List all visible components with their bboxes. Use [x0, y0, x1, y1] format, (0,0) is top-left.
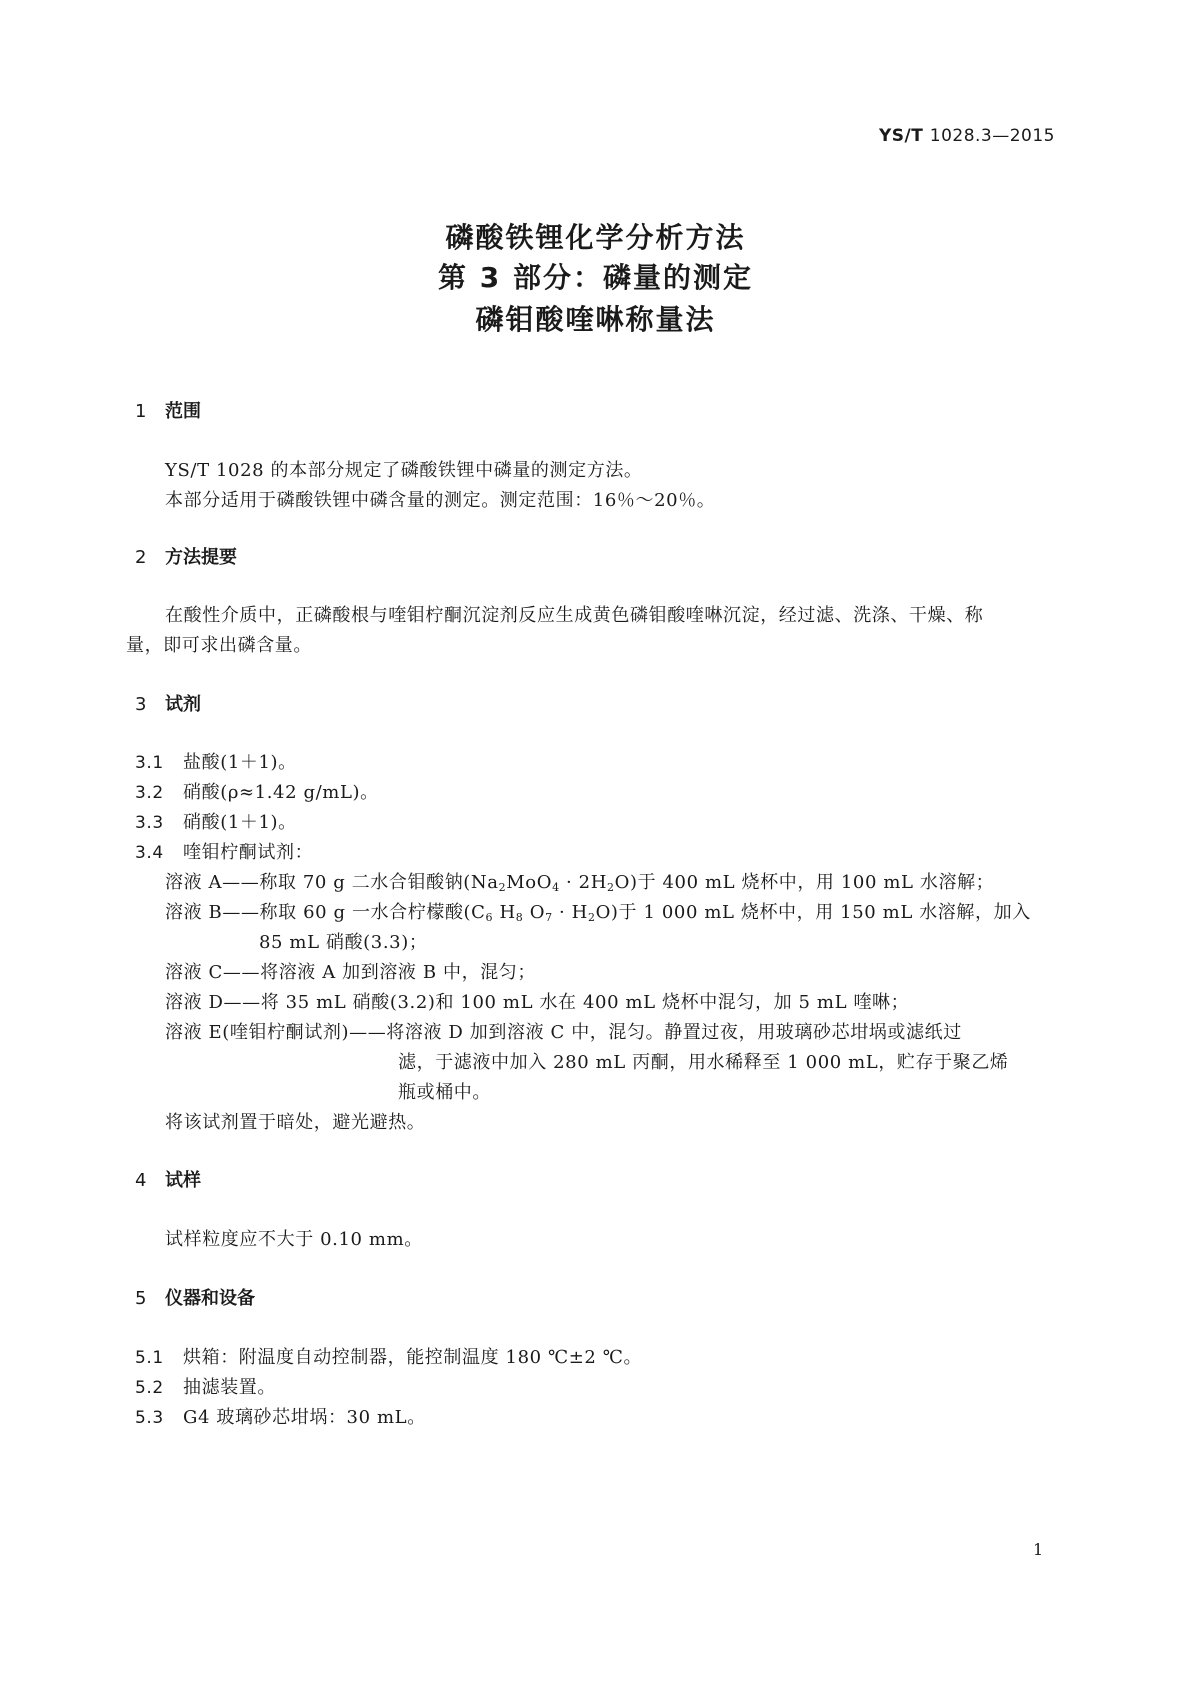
solution-d: 溶液 D——将 35 mL 硝酸(3.2)和 100 mL 水在 400 mL 烧杯中混匀，加 5 mL 喹啉； — [165, 992, 910, 1013]
document-title-line2: 第 3 部分：磷量的测定 — [438, 261, 753, 294]
reagent-storage-note: 将该试剂置于暗处，避光避热。 — [165, 1112, 426, 1133]
section-1-paragraph-2: 本部分适用于磷酸铁锂中磷含量的测定。测定范围：16％～20％。 — [165, 490, 716, 511]
apparatus-5-2 — [135, 1373, 276, 1399]
item-text: 硝酸(1＋1)。 — [183, 812, 297, 833]
item-number: 5.1 — [135, 1348, 164, 1368]
standard-code — [879, 126, 1055, 146]
document-title-line1: 磷酸铁锂化学分析方法 — [445, 221, 746, 254]
section-title: 范围 — [165, 401, 201, 422]
solution-b: 溶液 B——称取 60 g 一水合柠檬酸($C_6$ $H_8$ $O_7 \cdot H_2O$)于 1 000 mL 烧杯中，用 150 mL 水溶解，加入 — [165, 902, 1031, 924]
apparatus-5-3 — [135, 1403, 426, 1429]
standard-prefix: YS/T — [878, 126, 924, 146]
section-1-paragraph-1: YS/T 1028 的本部分规定了磷酸铁锂中磷量的测定方法。 — [165, 460, 643, 481]
solution-e-cont-2: 瓶或桶中。 — [398, 1082, 491, 1103]
reagent-3-3 — [135, 808, 297, 834]
section-5-heading — [135, 1284, 255, 1310]
solution-a: 溶液 A——称取 70 g 二水合钼酸钠$(Na_2MoO_4 \cdot 2H_2O)$于 400 mL 烧杯中，用 100 mL 水溶解； — [165, 872, 995, 894]
item-text: 喹钼柠酮试剂： — [183, 842, 314, 863]
section-number: 1 — [135, 401, 147, 422]
item-text: G4 玻璃砂芯坩埚：30 mL。 — [183, 1407, 426, 1428]
solution-b-cont: 85 mL 硝酸(3.3)； — [259, 932, 428, 953]
item-number: 3.3 — [135, 813, 164, 833]
section-3-heading — [135, 690, 201, 716]
item-number: 3.1 — [135, 753, 164, 773]
section-4-heading — [135, 1166, 201, 1192]
solution-c: 溶液 C——将溶液 A 加到溶液 B 中，混匀； — [165, 962, 537, 983]
item-text: 盐酸(1＋1)。 — [183, 752, 297, 773]
document-title-line3: 磷钼酸喹啉称量法 — [475, 303, 716, 336]
section-number: 3 — [135, 694, 147, 715]
section-2-paragraph: 在酸性介质中，正磷酸根与喹钼柠酮沉淀剂反应生成黄色磷钼酸喹啉沉淀，经过滤、洗涤、干燥、称 — [165, 605, 984, 626]
item-text: 抽滤装置。 — [183, 1377, 276, 1398]
item-number: 5.2 — [135, 1378, 164, 1398]
section-number: 5 — [135, 1288, 147, 1309]
item-number: 3.2 — [135, 783, 164, 803]
standard-number: 1028.3—2015 — [929, 126, 1055, 146]
section-1-heading — [135, 397, 201, 423]
section-title: 仪器和设备 — [165, 1288, 255, 1309]
solution-e: 溶液 E(喹钼柠酮试剂)——将溶液 D 加到溶液 C 中，混匀。静置过夜，用玻璃砂芯坩埚或滤纸过 — [165, 1022, 962, 1043]
section-number: 4 — [135, 1170, 147, 1191]
item-text: 烘箱：附温度自动控制器，能控制温度 180 ℃±2 ℃。 — [183, 1347, 643, 1368]
section-title: 试样 — [165, 1170, 201, 1191]
reagent-3-2 — [135, 778, 379, 804]
section-title: 方法提要 — [165, 547, 237, 568]
reagent-3-1 — [135, 748, 297, 774]
reagent-3-4 — [135, 838, 313, 864]
page-number: 1 — [1033, 1540, 1044, 1559]
solution-e-cont-1: 滤，于滤液中加入 280 mL 丙酮，用水稀释至 1 000 mL，贮存于聚乙烯 — [398, 1052, 1009, 1073]
section-4-paragraph: 试样粒度应不大于 0.10 mm。 — [165, 1229, 423, 1250]
section-number: 2 — [135, 547, 147, 568]
item-number: 3.4 — [135, 843, 164, 863]
section-title: 试剂 — [165, 694, 201, 715]
item-text: 硝酸(ρ≈1.42 g/mL)。 — [183, 782, 379, 803]
section-2-heading — [135, 543, 237, 569]
apparatus-5-1 — [135, 1343, 642, 1369]
section-2-paragraph-cont: 量，即可求出磷含量。 — [126, 635, 312, 656]
item-number: 5.3 — [135, 1408, 164, 1428]
